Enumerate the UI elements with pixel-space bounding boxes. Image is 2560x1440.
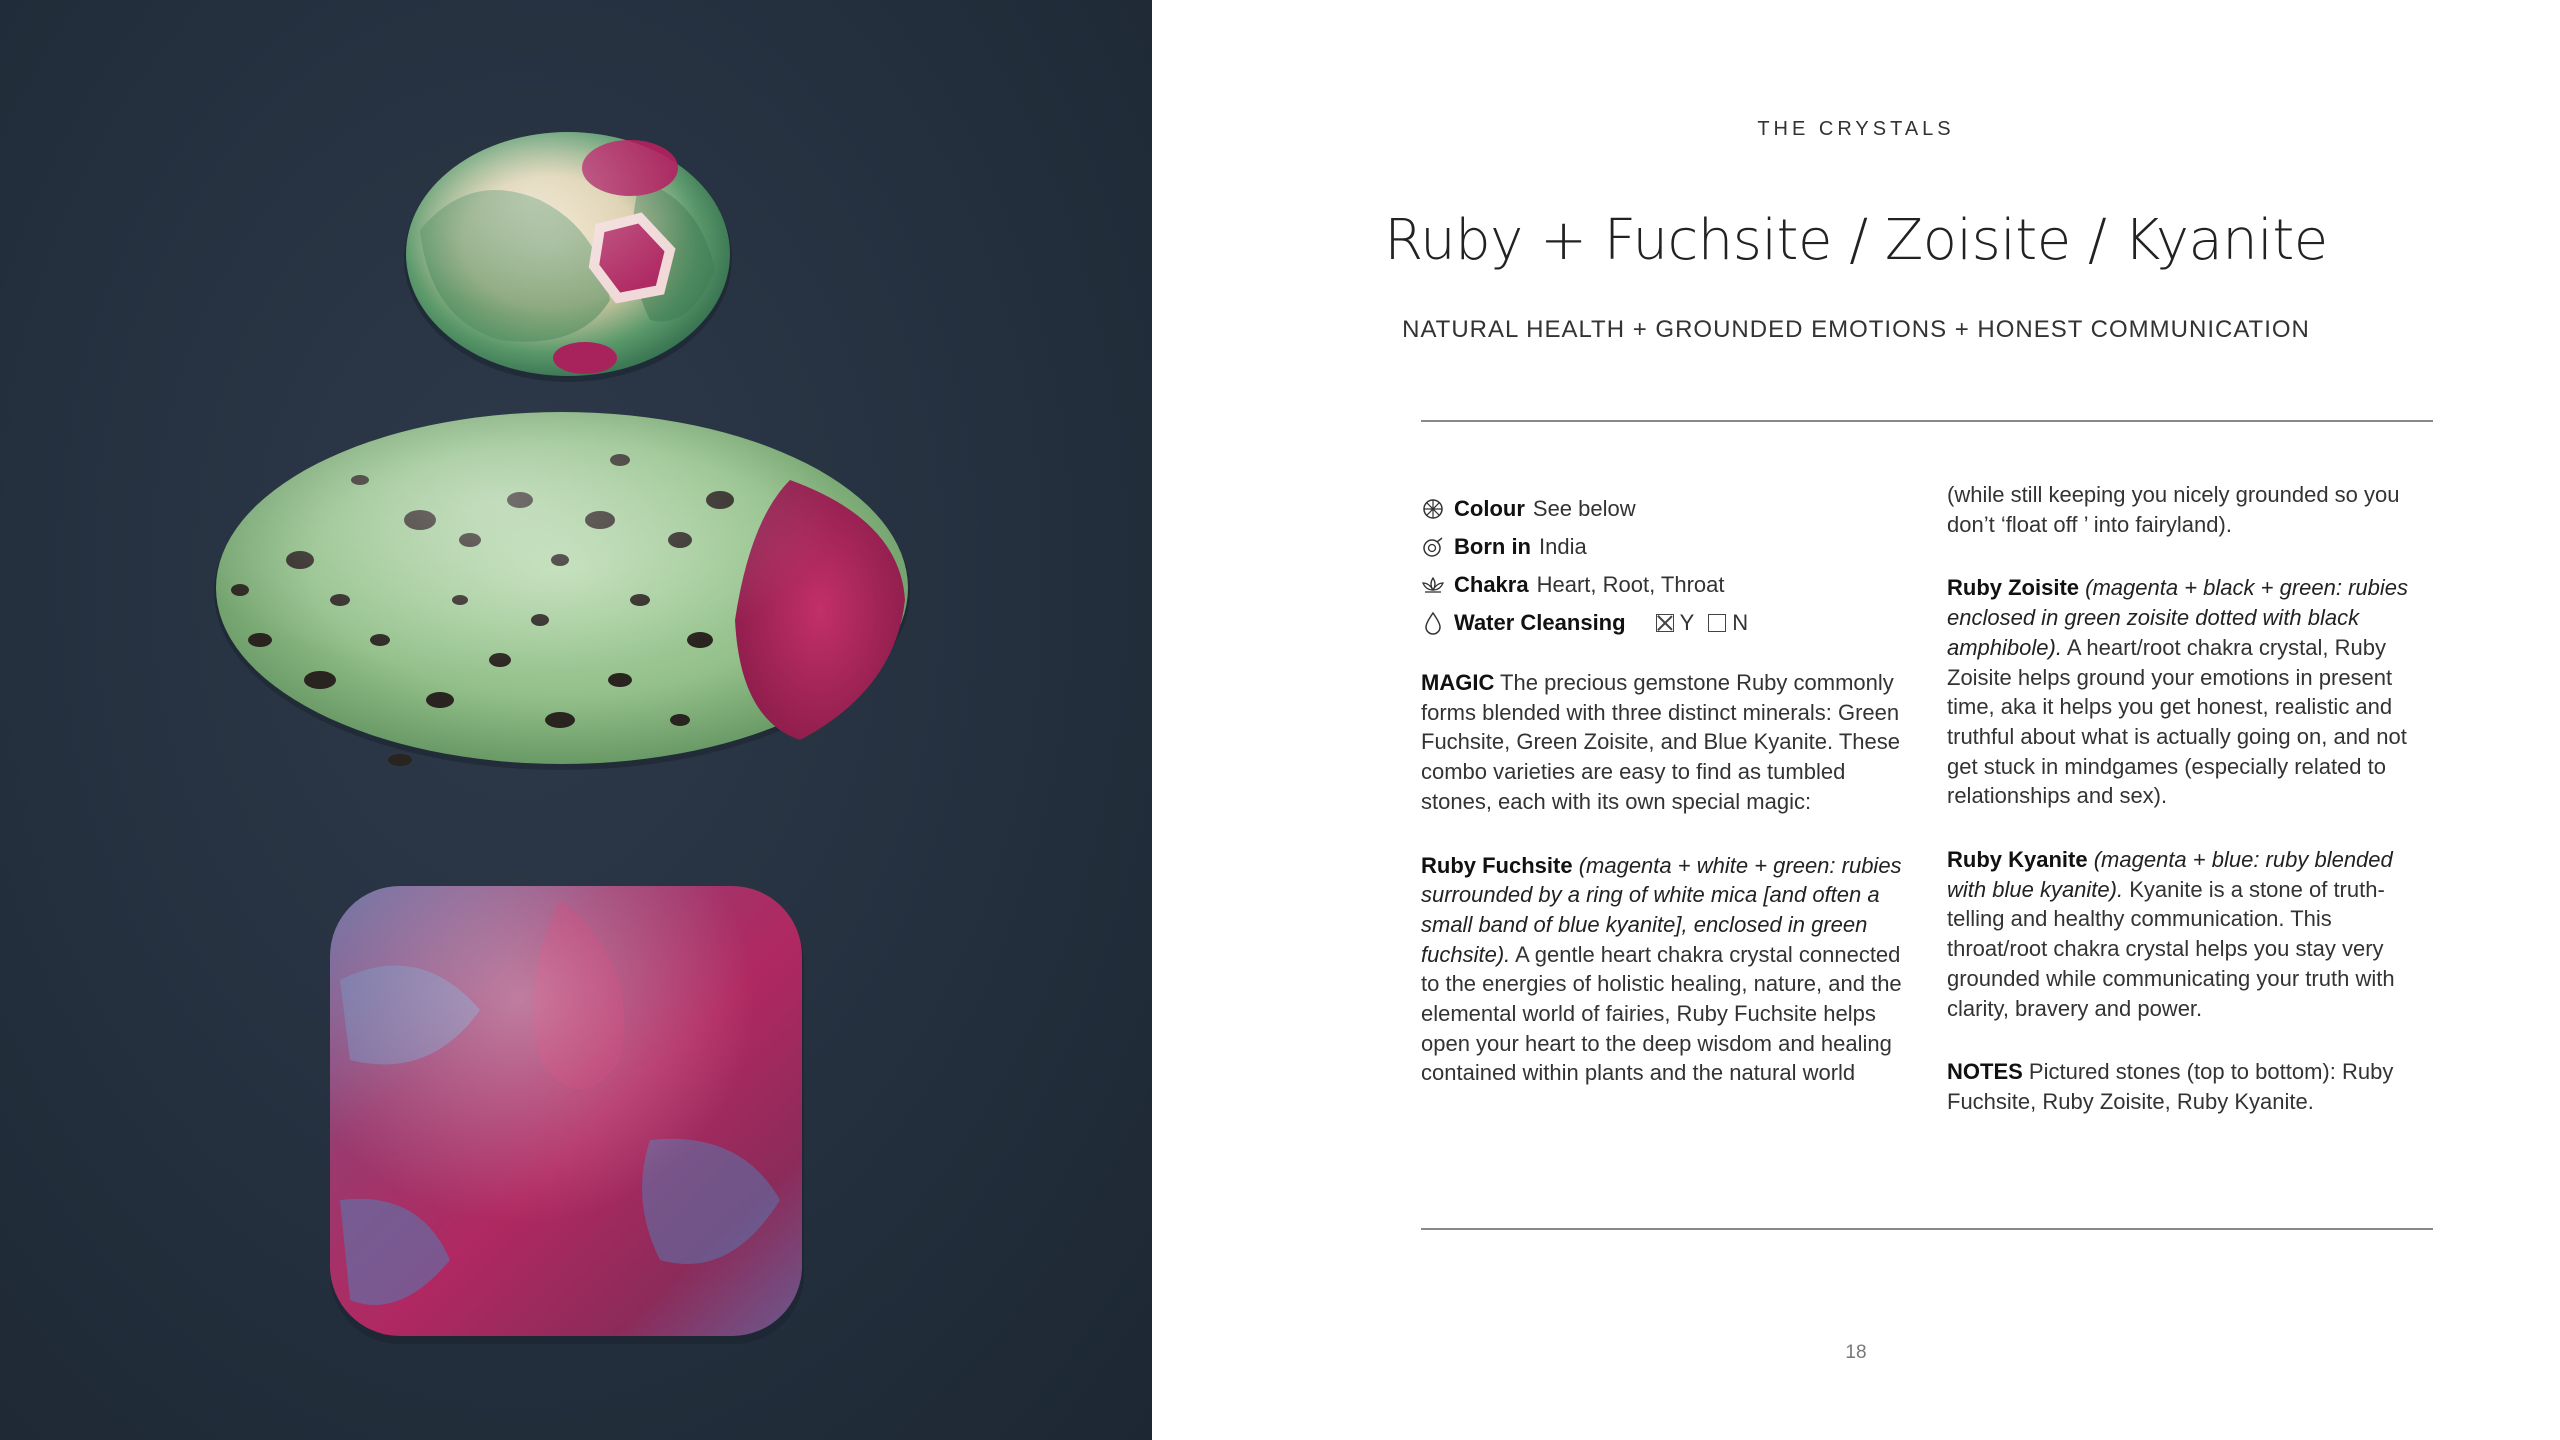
map-pin-icon bbox=[1421, 535, 1445, 559]
zoisite-paragraph bbox=[1947, 573, 2437, 811]
zoisite-description: (magenta + black + green: rubies enclosed in green zoisite dotted with black amphibole). bbox=[1947, 575, 2408, 660]
water-drop-icon bbox=[1421, 611, 1445, 635]
kyanite-paragraph bbox=[1947, 845, 2437, 1023]
text-page bbox=[1152, 0, 2560, 1440]
fuchsite-description: (magenta + white + green: rubies surrounded by a ring of white mica [and often a small band of blue kyanite], enclosed in green fuchsite). bbox=[1421, 852, 1902, 967]
lotus-icon bbox=[1421, 573, 1445, 597]
bottom-divider bbox=[1421, 1228, 2433, 1230]
water-yes-checkbox bbox=[1656, 614, 1674, 632]
colour-wheel-icon bbox=[1421, 497, 1445, 521]
left-column bbox=[1421, 490, 1911, 1088]
notes-text: Pictured stones (top to bottom): Ruby Fuchsite, Ruby Zoisite, Ruby Kyanite. bbox=[1947, 1059, 2394, 1114]
colour-label: Colour bbox=[1454, 496, 1525, 522]
right-column bbox=[1947, 482, 2437, 1117]
water-cleansing-label: Water Cleansing bbox=[1454, 610, 1626, 636]
chakra-value: Heart, Root, Throat bbox=[1536, 572, 1725, 598]
section-label: THE CRYSTALS bbox=[1757, 118, 1955, 140]
kyanite-description: (magenta + blue: ruby blended with blue kyanite). bbox=[1947, 847, 2393, 902]
kyanite-name: Ruby Kyanite bbox=[1947, 847, 2088, 873]
fuchsite-text: A gentle heart chakra crystal connected to the energies of holistic healing, nature, and the elemental world of fairies, Ruby Fuchsite helps open your heart to the deep wisdom and healing contained within plants and the natural world bbox=[1421, 941, 1902, 1086]
zoisite-text: A heart/root chakra crystal, Ruby Zoisite helps ground your emotions in present time, aka it helps you get honest, realistic and truthful about what is actually going on, and not get stuck in mindgames (especially related to relationships and sex). bbox=[1947, 634, 2407, 809]
fuchsite-name: Ruby Fuchsite bbox=[1421, 852, 1573, 878]
page-title: Ruby + Fuchsite / Zoisite / Kyanite bbox=[1384, 208, 2328, 273]
water-no-label: N bbox=[1732, 610, 1749, 636]
born-in-value: India bbox=[1539, 534, 1587, 560]
property-born-in bbox=[1421, 528, 1911, 566]
property-water-cleansing bbox=[1421, 604, 1911, 642]
fuchsite-paragraph bbox=[1421, 851, 1911, 1089]
ruby-fuchsite-stone bbox=[404, 132, 732, 382]
crystal-photo bbox=[0, 0, 1152, 1440]
zoisite-name: Ruby Zoisite bbox=[1947, 575, 2080, 601]
water-yes-label: Y bbox=[1679, 610, 1695, 636]
colour-value: See below bbox=[1532, 496, 1636, 522]
chakra-label: Chakra bbox=[1454, 572, 1529, 598]
property-colour bbox=[1421, 490, 1911, 528]
magic-paragraph bbox=[1421, 668, 1911, 817]
born-in-label: Born in bbox=[1454, 534, 1531, 560]
page-number: 18 bbox=[1845, 1342, 1867, 1363]
property-chakra bbox=[1421, 566, 1911, 604]
ruby-zoisite-stone bbox=[214, 412, 910, 770]
notes-paragraph bbox=[1947, 1057, 2437, 1116]
magic-label: MAGIC bbox=[1421, 670, 1495, 695]
notes-label: NOTES bbox=[1947, 1059, 2023, 1085]
magic-text: The precious gemstone Ruby commonly forms blended with three distinct minerals: Green Fuchsite, Green Zoisite, and Blue Kyanite. These combo varieties are easy to find as tumbled stones, each with its own special magic: bbox=[1421, 670, 1900, 814]
ruby-kyanite-stone bbox=[330, 886, 804, 1344]
fuchsite-continuation: (while still keeping you nicely grounded so you don’t ‘float off ’ into fairyland). bbox=[1947, 482, 2400, 537]
water-no-checkbox bbox=[1708, 614, 1726, 632]
kyanite-text: Kyanite is a stone of truth-telling and healthy communication. This throat/root chakra crystal helps you stay very grounded while communicating your truth with clarity, bravery and power. bbox=[1947, 876, 2395, 1021]
page-subtitle: NATURAL HEALTH + GROUNDED EMOTIONS + HONEST COMMUNICATION bbox=[1402, 316, 2310, 343]
top-divider bbox=[1421, 420, 2433, 422]
